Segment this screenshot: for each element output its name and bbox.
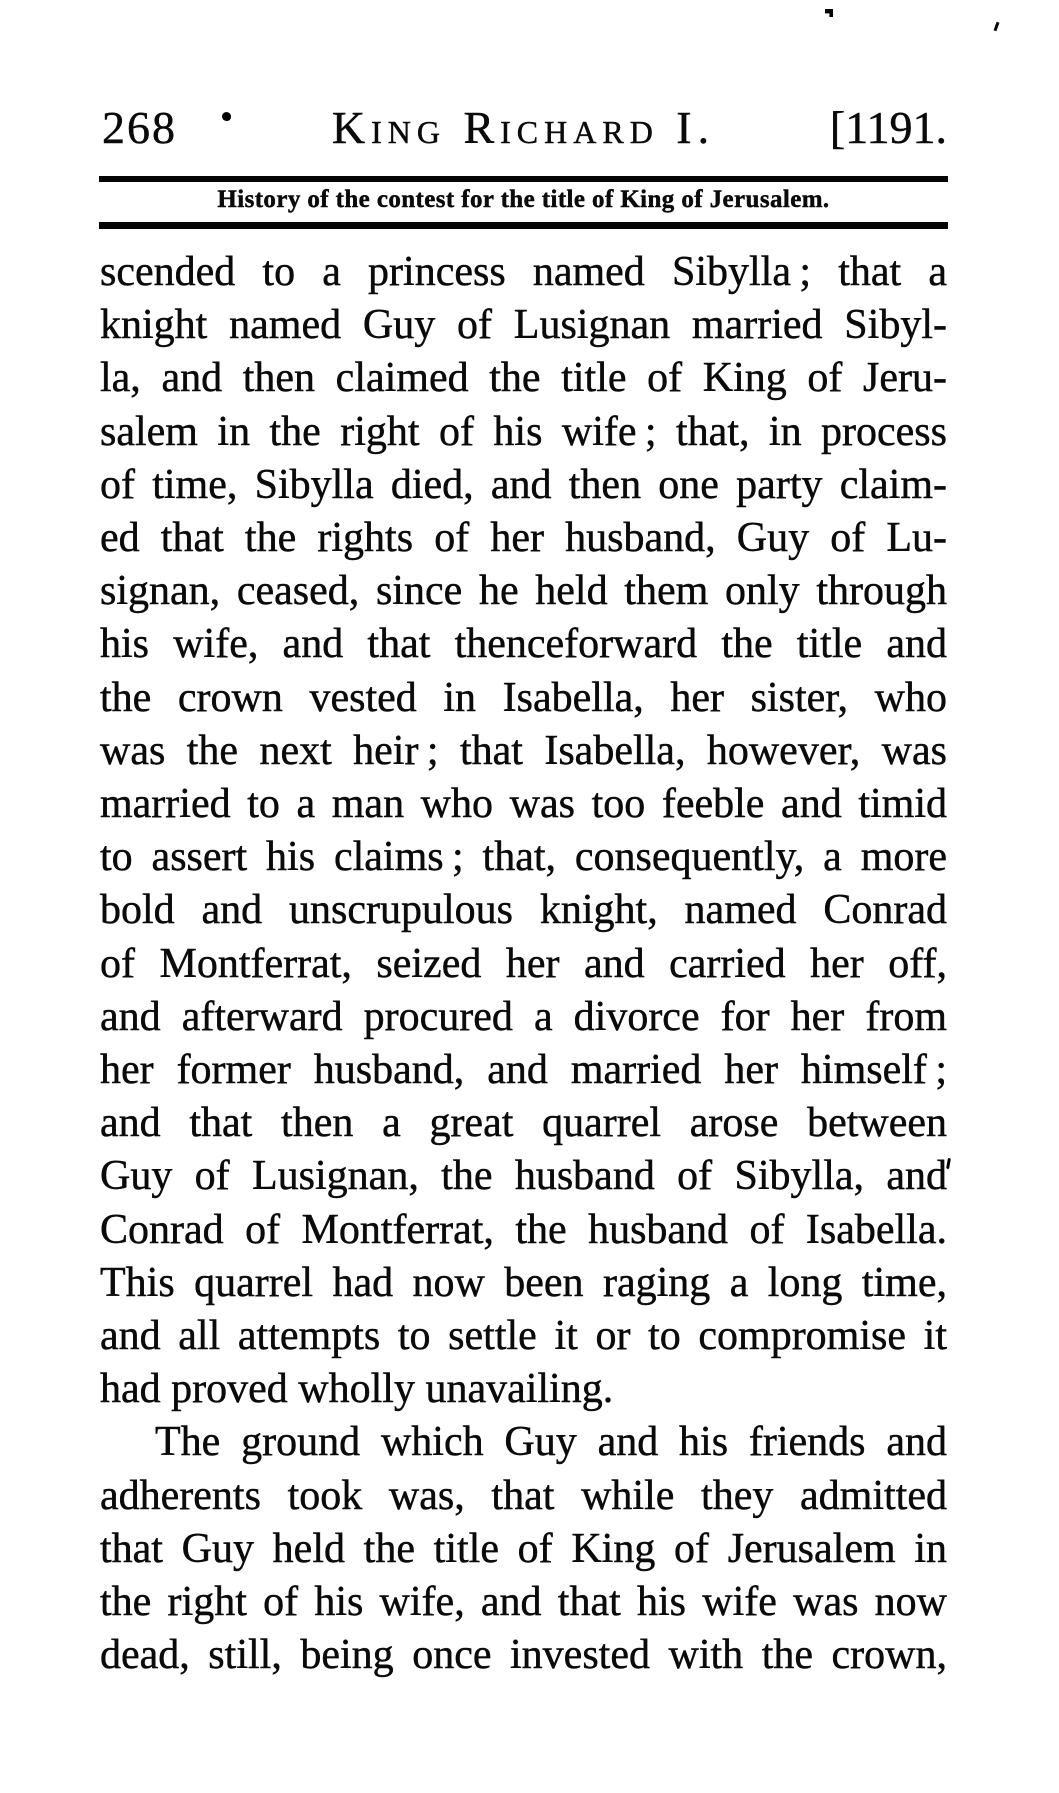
running-title: King Richard I.	[331, 102, 716, 153]
text-line: ed that the rights of her husband, Guy of Lu-	[100, 515, 947, 562]
text-line: dead, still, being once invested with the crown,	[100, 1632, 947, 1679]
text-line: and all attempts to settle it or to compromise it	[100, 1313, 947, 1360]
text-line: and afterward procured a divorce for her from	[100, 993, 947, 1040]
text-line: knight named Guy of Lusignan married Sibyl-	[100, 302, 947, 349]
text-line: signan, ceased, since he held them only through	[100, 568, 947, 615]
text-line: and that then a great quarrel arose between	[100, 1100, 947, 1147]
text-line: his wife, and that thenceforward the title and	[100, 621, 947, 668]
text-line: to assert his claims ; that, consequently, a more	[100, 834, 947, 881]
text-line: of Montferrat, seized her and carried her off,	[100, 940, 947, 987]
text-line: the right of his wife, and that his wife was now	[100, 1579, 947, 1626]
text-line: had proved wholly unavailing.	[100, 1366, 614, 1413]
text-line: Guy of Lusignan, the husband of Sibylla, and	[100, 1153, 947, 1200]
text-line: the crown vested in Isabella, her sister, who	[100, 674, 947, 721]
page-body	[100, 246, 947, 1682]
text-line: la, and then claimed the title of King of Jeru-	[100, 355, 947, 402]
page-number: 268	[102, 102, 177, 153]
chapter-subtitle: History of the contest for the title of King of Jerusalem.	[217, 186, 830, 213]
divider-rule-bottom	[99, 222, 948, 229]
divider-rule-top	[99, 176, 948, 182]
text-line: of time, Sibylla died, and then one party claim-	[100, 461, 947, 508]
text-line: Conrad of Montferrat, the husband of Isabella.	[100, 1206, 947, 1253]
text-line: bold and unscrupulous knight, named Conrad	[100, 887, 947, 934]
text-line: was the next heir ; that Isabella, however, was	[100, 727, 947, 774]
text-line: This quarrel had now been raging a long time,	[100, 1259, 947, 1306]
text-line: adherents took was, that while they admitted	[100, 1472, 947, 1519]
year-label: [1191.	[829, 102, 947, 153]
ink-speck	[994, 22, 1000, 31]
text-line: married to a man who was too feeble and timid	[100, 781, 947, 828]
text-line: that Guy held the title of King of Jerusalem in	[100, 1525, 947, 1572]
text-line: scended to a princess named Sibylla ; that a	[100, 249, 947, 295]
page-header	[100, 102, 947, 154]
text-line: her former husband, and married her himself ;	[100, 1047, 947, 1094]
ink-speck	[825, 9, 833, 17]
text-line: The ground which Guy and his friends and	[155, 1419, 947, 1466]
text-line: salem in the right of his wife ; that, in process	[100, 408, 947, 455]
